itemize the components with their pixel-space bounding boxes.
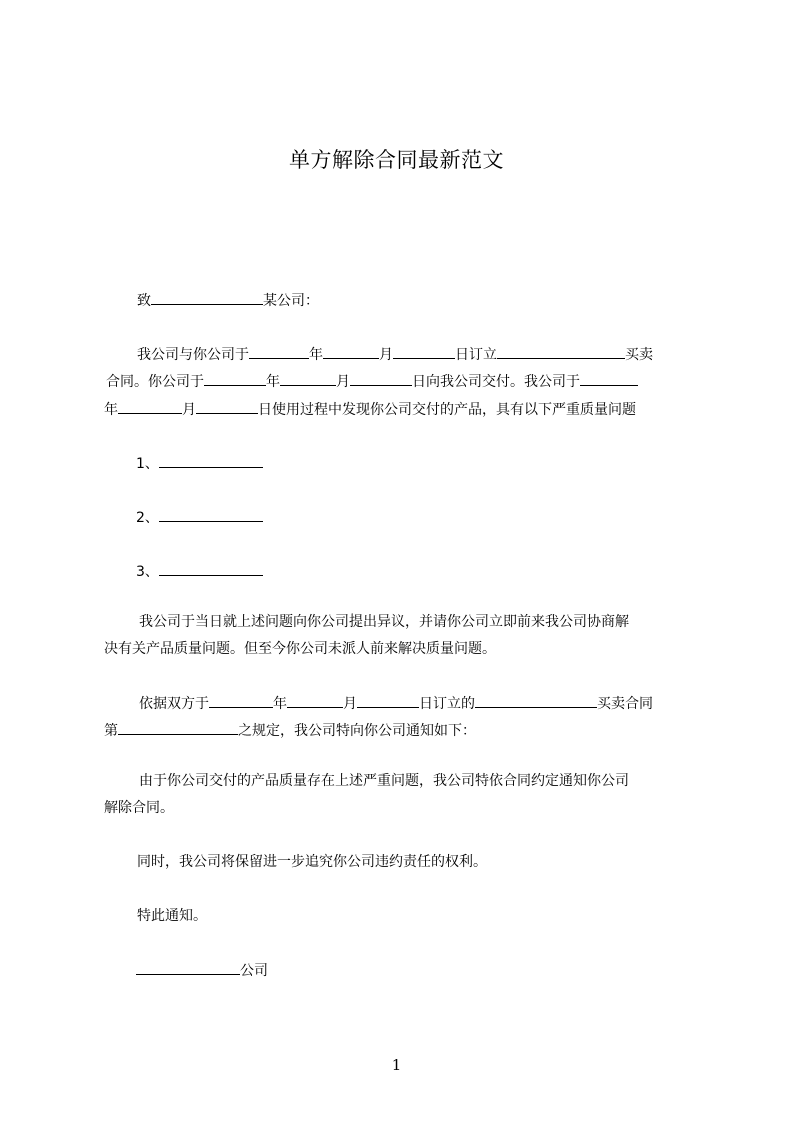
signature-suffix: 公司 xyxy=(240,963,268,979)
list-item xyxy=(136,507,263,528)
month-blank xyxy=(287,693,343,708)
signature-company-blank xyxy=(136,960,240,975)
paragraph-4-line-2: 解除合同。 xyxy=(104,800,174,816)
paragraph-3-line-1 xyxy=(139,693,653,714)
paragraph-3-line-2 xyxy=(104,720,476,741)
p3-text: 之规定，我公司特向你公司通知如下： xyxy=(238,723,476,739)
paragraph-1-line-1 xyxy=(137,344,653,365)
list-item-label: 2、 xyxy=(136,510,159,526)
paragraph-1-line-3 xyxy=(104,399,636,420)
paragraph-2-line-1: 我公司于当日就上述问题向你公司提出异议，并请你公司立即前来我公司协商解 xyxy=(139,614,629,630)
day-blank xyxy=(357,693,419,708)
list-item-label: 1、 xyxy=(136,456,159,472)
salutation-line xyxy=(137,290,319,311)
list-item-label: 3、 xyxy=(136,564,159,580)
year-blank xyxy=(209,693,273,708)
year-blank xyxy=(249,344,309,359)
p3-text: 买卖合同 xyxy=(597,696,653,712)
p1-text: 合同。你公司于 xyxy=(106,374,204,390)
day-blank xyxy=(196,399,258,414)
day-blank xyxy=(350,371,412,386)
paragraph-1-line-2 xyxy=(106,371,638,392)
p1-text: 月 xyxy=(336,374,350,390)
paragraph-5: 同时，我公司将保留进一步追究你公司违约责任的权利。 xyxy=(137,854,487,870)
problem-blank xyxy=(159,561,263,576)
year-blank xyxy=(204,371,266,386)
p1-text: 年 xyxy=(266,374,280,390)
p3-text: 依据双方于 xyxy=(139,696,209,712)
year-blank xyxy=(580,371,638,386)
p1-text: 我公司与你公司于 xyxy=(137,347,249,363)
page-title: 单方解除合同最新范文 xyxy=(289,148,504,172)
p3-text: 年 xyxy=(273,696,287,712)
contract-name-blank xyxy=(475,693,597,708)
salutation-prefix: 致 xyxy=(137,293,151,309)
p3-text: 日订立的 xyxy=(419,696,475,712)
problem-blank xyxy=(159,453,263,468)
month-blank xyxy=(323,344,379,359)
signature-line xyxy=(136,960,268,981)
day-blank xyxy=(393,344,455,359)
paragraph-2-line-2: 决有关产品质量问题。但至今你公司未派人前来解决质量问题。 xyxy=(104,641,496,657)
p3-text: 第 xyxy=(104,723,118,739)
p1-text: 年 xyxy=(104,402,118,418)
list-item xyxy=(136,561,263,582)
p1-text: 月 xyxy=(379,347,393,363)
p3-text: 月 xyxy=(343,696,357,712)
p1-text: 月 xyxy=(182,402,196,418)
closing-text: 特此通知。 xyxy=(137,908,207,924)
p1-text: 买卖 xyxy=(625,347,653,363)
p1-text: 日向我公司交付。我公司于 xyxy=(412,374,580,390)
problem-blank xyxy=(159,507,263,522)
company-name-blank xyxy=(151,290,263,305)
contract-name-blank xyxy=(497,344,625,359)
clause-blank xyxy=(118,720,238,735)
paragraph-4-line-1: 由于你公司交付的产品质量存在上述严重问题，我公司特依合同约定通知你公司 xyxy=(139,773,629,789)
p1-text: 日订立 xyxy=(455,347,497,363)
month-blank xyxy=(118,399,182,414)
p1-text: 日使用过程中发现你公司交付的产品，具有以下严重质量问题 xyxy=(258,402,636,418)
list-item xyxy=(136,453,263,474)
month-blank xyxy=(280,371,336,386)
p1-text: 年 xyxy=(309,347,323,363)
salutation-suffix: 某公司： xyxy=(263,293,319,309)
page-number: 1 xyxy=(391,1056,402,1074)
